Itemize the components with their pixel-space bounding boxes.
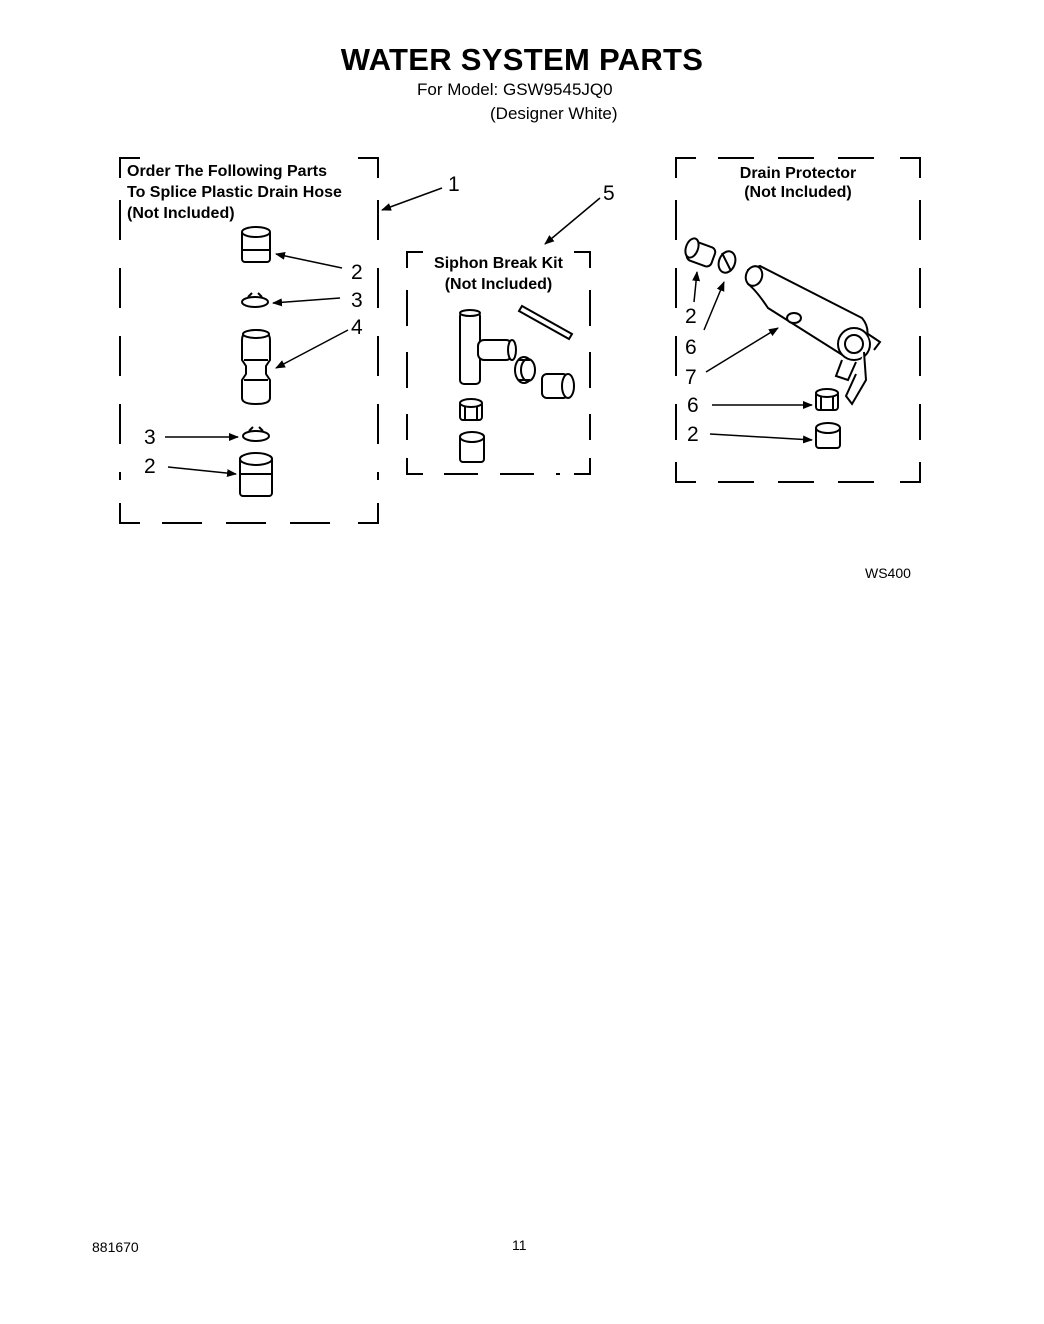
- callout-3-top: 3: [351, 289, 363, 312]
- siphon-tee-part: [460, 310, 516, 384]
- clamp-part-bottom: [243, 427, 269, 441]
- siphon-cap-part: [542, 374, 574, 398]
- callout-1: 1: [448, 173, 460, 196]
- callout-5: 5: [603, 182, 615, 205]
- connector-part: [242, 330, 270, 404]
- drain-end-part-bottom: [816, 423, 840, 448]
- callout-7: 7: [685, 366, 697, 389]
- page-number: 11: [512, 1237, 527, 1253]
- drain-protector-body: [743, 264, 880, 404]
- splice-group-label-line3: (Not Included): [127, 205, 235, 222]
- page-title: WATER SYSTEM PARTS: [340, 42, 704, 77]
- callout-2-drain-bottom: 2: [687, 423, 699, 446]
- splice-group-label-line1: Order The Following Parts: [127, 163, 328, 180]
- callout-6-bottom: 6: [687, 394, 699, 417]
- callout-6-top: 6: [685, 336, 697, 359]
- splice-group-label-line2: To Splice Plastic Drain Hose: [127, 184, 342, 201]
- callout-4: 4: [351, 316, 363, 339]
- model-line: For Model: GSW9545JQ0: [417, 80, 613, 99]
- siphon-tube-part: [519, 306, 572, 339]
- drain-nut-part-top: [716, 249, 739, 275]
- drain-group-label-line1: Drain Protector: [739, 165, 857, 182]
- drain-end-part-top: [683, 237, 717, 268]
- variant-line: (Designer White): [490, 104, 618, 123]
- hose-end-part-top: [242, 227, 270, 262]
- hose-end-part-bottom: [240, 453, 272, 496]
- callout-3-bottom: 3: [144, 426, 156, 449]
- siphon-group-label-line1: Siphon Break Kit: [434, 255, 563, 272]
- callout-2-drain-top: 2: [685, 305, 697, 328]
- drain-nut-part-bottom: [816, 389, 838, 410]
- diagram-code: WS400: [865, 565, 911, 581]
- callout-2-bottom: 2: [144, 455, 156, 478]
- siphon-nut-part: [515, 357, 535, 383]
- siphon-nut-bottom-part: [460, 399, 482, 420]
- siphon-group-label-line2: (Not Included): [444, 276, 553, 293]
- callout-2-top: 2: [351, 261, 363, 284]
- clamp-part-top: [242, 293, 268, 307]
- document-number: 881670: [92, 1239, 139, 1255]
- siphon-end-part: [460, 432, 484, 462]
- drain-group-label-line2: (Not Included): [744, 184, 852, 201]
